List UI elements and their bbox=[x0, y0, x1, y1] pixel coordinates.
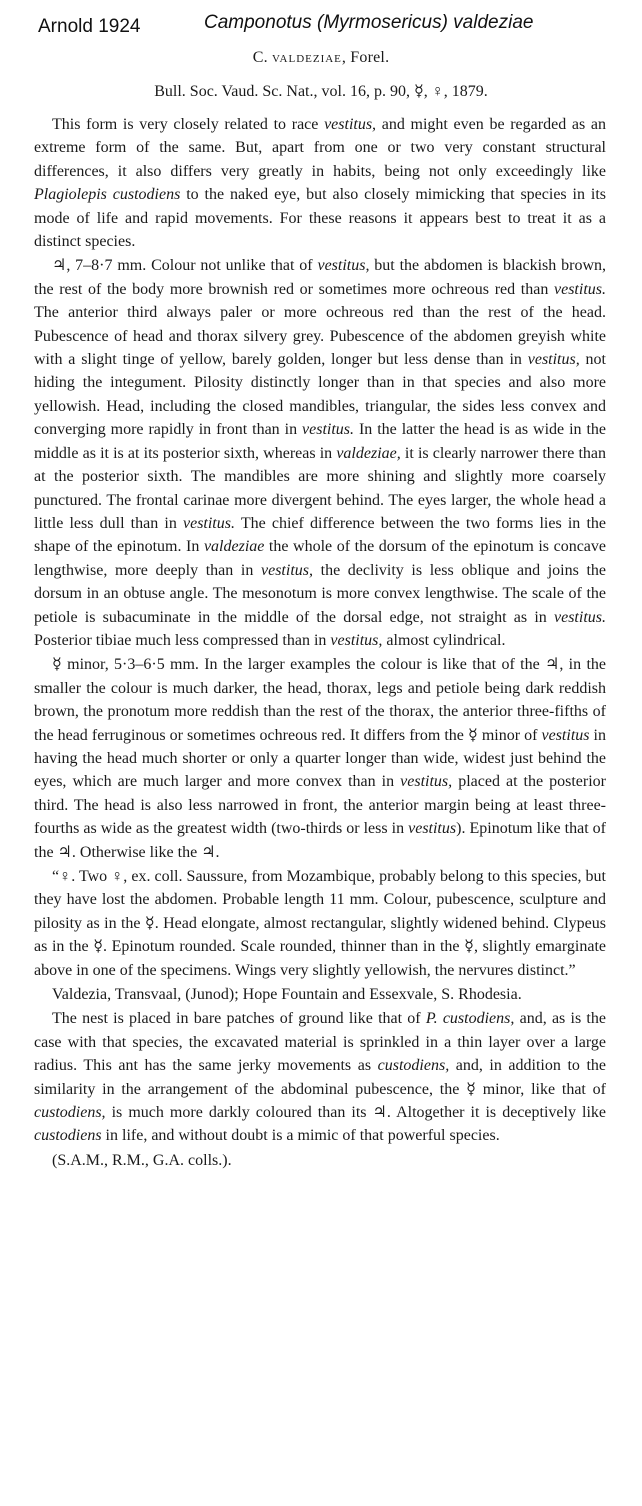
header-taxon-name: Camponotus (Myrmosericus) valdeziae bbox=[204, 12, 534, 33]
paragraph-minor-worker: ☿ minor, 5·3–6·5 mm. In the larger examples the colour is like that of the ♃, in the smaller the colour is much darker, the head, thorax, legs and petiole being dark reddish brown, the pronotum more reddish than the rest of the thorax, the anterior three-fifths of the head ferruginous or sometimes ochreous red. It differs from the ☿ minor of vestitus in having the head much shorter or only a quarter longer than wide, widest just behind the eyes, which are much larger and more convex than in vestitus, placed at the posterior third. The head is also less narrowed in front, the anterior margin being at least three-fourths as wide as the greatest width (two-thirds or less in vestitus). Epinotum like that of the ♃. Otherwise like the ♃. bbox=[34, 656, 607, 861]
paragraph-major-worker: ♃, 7–8·7 mm. Colour not unlike that of vestitus, but the abdomen is blackish brown, the rest of the body more brownish red or sometimes more ochreous red than vestitus. The anterior third always paler or more ochreous red than the rest of the head. Pubescence of head and thorax silvery grey. Pubescence of the abdomen greyish white with a slight tinge of yellow, barely golden, longer but less dense than in vestitus, not hiding the integument. Pilosity distinctly longer than in that species and also more yellowish. Head, including the closed mandibles, triangular, the sides less convex and converging more rapidly in front than in vestitus. In the latter the head is as wide in the middle as it is at its posterior sixth, whereas in valdeziae, it is clearly narrower there than at the posterior sixth. The mandibles are more shining and slightly more coarsely punctured. The frontal carinae more divergent behind. The eyes larger, the whole head a little less dull than in vestitus. The chief difference between the two forms lies in the shape of the epinotum. In valdeziae the whole of the dorsum of the epinotum is concave lengthwise, more deeply than in vestitus, the declivity is less oblique and joins the dorsum in an obtuse angle. The mesonotum is more convex lengthwise. The scale of the petiole is subacuminate in the middle of the dorsal edge, not straight as in vestitus. Posterior tibiae much less compressed than in vestitus, almost cylindrical. bbox=[34, 257, 607, 649]
description-body bbox=[34, 113, 606, 1173]
paragraph-introduction: This form is very closely related to race vestitus, and might even be regarded as an extreme form of the same. But, apart from one or two very constant structural differences, it also differs very greatly in habits, being not only exceedingly like Plagiolepis custodiens to the naked eye, but also closely mimicking that species in its mode of life and rapid movements. For these reasons it appears best to treat it as a distinct species. bbox=[34, 116, 606, 251]
paragraph-female: “♀. Two ♀, ex. coll. Saussure, from Mozambique, probably belong to this species, but they have lost the abdomen. Probable length 11 mm. Colour, pubescence, sculpture and pilosity as in the ☿. Head elongate, almost rectangular, slightly widened behind. Clypeus as in the ☿. Epinotum rounded. Scale rounded, thinner than in the ☿, slightly emarginate above in one of the specimens. Wings very slightly yellowish, the nervures distinct.” bbox=[34, 868, 606, 979]
paragraph-biology: The nest is placed in bare patches of ground like that of P. custodiens, and, as is the case with that species, the excavated material is sprinkled in a thin layer over a large radius. This ant has the same jerky movements as custodiens, and, in addition to the similarity in the arrangement of the abdominal pubescence, the ☿ minor, like that of custodiens, is much more darkly coloured than its ♃. Altogether it is deceptively like custodiens in life, and without doubt is a mimic of that powerful species. bbox=[34, 1010, 606, 1145]
species-genus-abbrev: C. bbox=[252, 49, 268, 66]
header-author-year: Arnold 1924 bbox=[38, 16, 141, 37]
species-heading bbox=[0, 49, 642, 67]
paragraph-collections: (S.A.M., R.M., G.A. colls.). bbox=[52, 1151, 232, 1169]
citation-line: Bull. Soc. Vaud. Sc. Nat., vol. 16, p. 90, ☿, ♀, 1879. bbox=[154, 83, 488, 100]
species-name: valdeziae bbox=[272, 49, 342, 66]
paragraph-localities: Valdezia, Transvaal, (Junod); Hope Fountain and Essexvale, S. Rhodesia. bbox=[52, 986, 522, 1004]
species-author: , Forel. bbox=[341, 49, 390, 66]
